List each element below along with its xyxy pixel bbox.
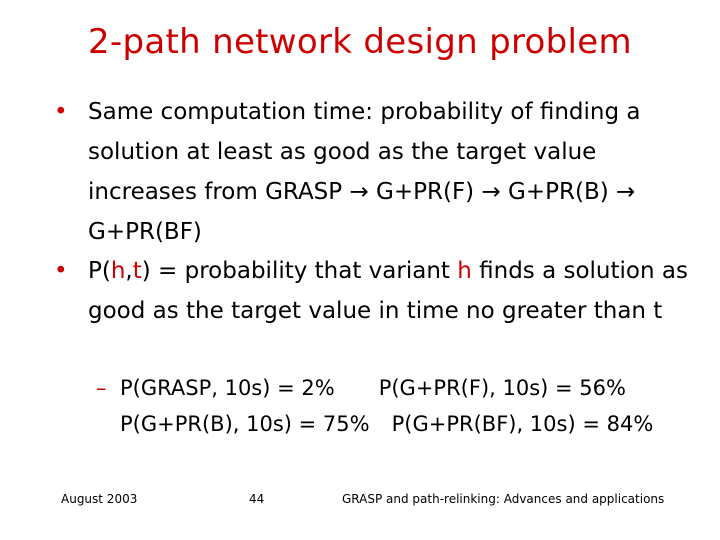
probability-gpr-b: P(G+PR(B), 10s) = 75%	[120, 412, 370, 436]
variable-t: t	[132, 258, 142, 284]
bullet-item-1	[54, 92, 694, 252]
variable-t-second: t	[653, 298, 663, 324]
bullet-text-suffix: ) = probability that variant	[141, 258, 458, 284]
bullet-text-prefix: P(	[88, 258, 111, 284]
sub-bullet-row-1	[120, 370, 653, 406]
sub-bullet-row-2	[120, 406, 653, 442]
variable-h-second: h	[457, 258, 472, 284]
dash-icon: –	[96, 376, 107, 400]
bullet-icon: •	[54, 99, 68, 125]
sub-bullet	[96, 370, 653, 442]
bullet-text	[88, 251, 694, 331]
bullet-text-middle: finds a solution as good as the target value in time no greater than	[88, 258, 688, 324]
bullet-icon: •	[54, 258, 68, 284]
probability-gpr-bf: P(G+PR(BF), 10s) = 84%	[391, 412, 654, 436]
bullet-text: Same computation time: probability of finding a solution at least as good as the target value increases from GRASP → G+PR(F) → G+PR(B) → G+PR(BF)	[88, 99, 641, 245]
bullet-text-comma: ,	[125, 258, 133, 284]
footer-caption: GRASP and path-relinking: Advances and applications	[342, 492, 665, 506]
variable-h: h	[110, 258, 126, 284]
footer-date: August 2003	[61, 492, 138, 506]
footer-page-number: 44	[249, 492, 265, 506]
probability-grasp: P(GRASP, 10s) = 2%	[120, 376, 335, 400]
bullet-item-2	[54, 251, 694, 331]
slide-title: 2-path network design problem	[88, 22, 632, 62]
probability-gpr-f: P(G+PR(F), 10s) = 56%	[378, 376, 626, 400]
